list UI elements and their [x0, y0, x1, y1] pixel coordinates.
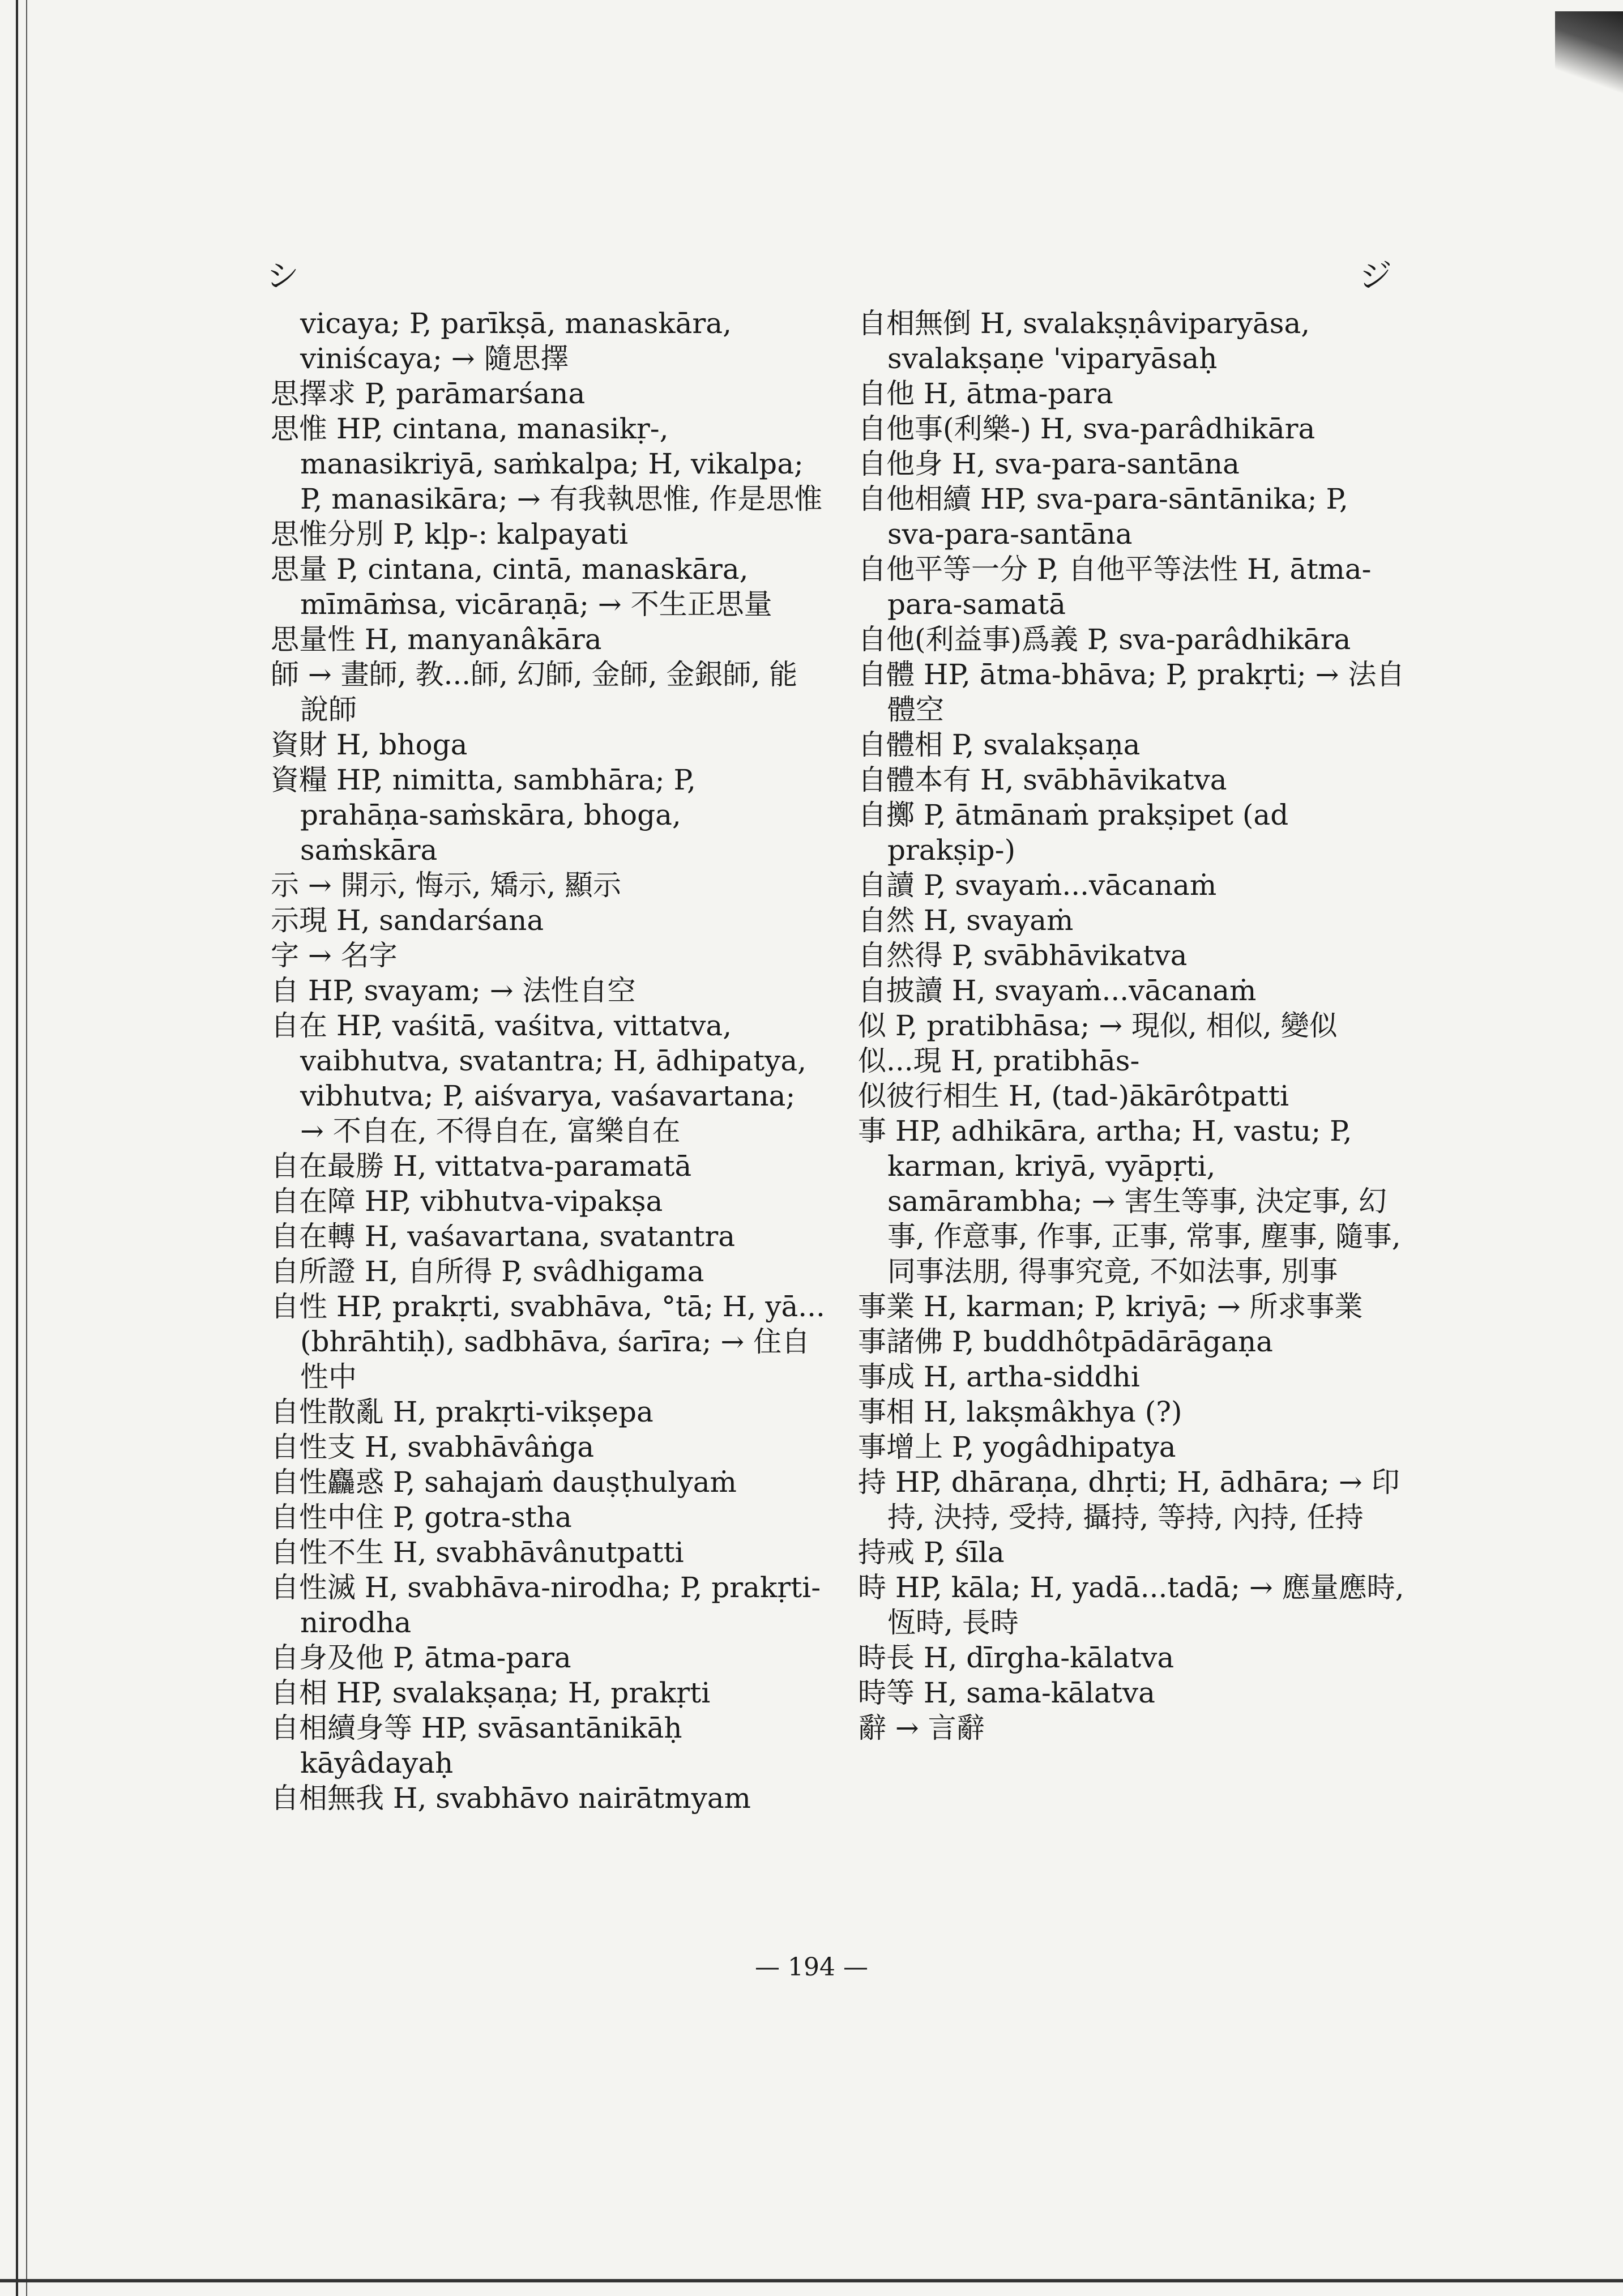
- dictionary-entry: 事諸佛 P, buddhôtpādārāgaṇa: [858, 1325, 1273, 1358]
- dictionary-entry: 自然 H, svayaṁ: [858, 904, 1074, 937]
- dictionary-entry: 思惟分別 P, kḷp-: kalpayati: [271, 518, 629, 550]
- header-kana-right: ジ: [1359, 257, 1393, 295]
- dictionary-entry: 自身及他 P, ātma-para: [271, 1641, 571, 1674]
- dictionary-entry: 事增上 P, yogâdhipatya: [858, 1431, 1176, 1463]
- dictionary-entry: 自性滅 H, svabhāva-nirodha; P, prakṛti-nirodha: [271, 1571, 821, 1639]
- dictionary-entry: 示 → 開示, 悔示, 矯示, 顯示: [271, 869, 622, 902]
- dictionary-entry: 自他身 H, sva-para-santāna: [858, 447, 1240, 480]
- left-column: [271, 306, 826, 1816]
- dictionary-entry: 自然得 P, svābhāvikatva: [858, 939, 1188, 972]
- dictionary-entry: 自披讀 H, svayaṁ...vācanaṁ: [858, 974, 1257, 1007]
- scan-edge-bottom: [0, 2279, 1623, 2282]
- scan-edge-left-inner: [26, 0, 27, 2296]
- dictionary-entry: 師 → 畫師, 教...師, 幻師, 金師, 金銀師, 能說師: [271, 658, 798, 726]
- dictionary-entry: 時 HP, kāla; H, yadā...tadā; → 應量應時, 恆時, 長時: [858, 1571, 1404, 1639]
- dictionary-entry: 似 P, pratibhāsa; → 現似, 相似, 變似: [858, 1009, 1338, 1042]
- right-column: [858, 306, 1413, 1746]
- dictionary-entry: vicaya; P, parīkṣā, manaskāra, viniścaya; → 隨思擇: [300, 307, 732, 375]
- dictionary-entry: 自性支 H, svabhāvâṅga: [271, 1431, 595, 1463]
- dictionary-entry: 自性不生 H, svabhāvânutpatti: [271, 1536, 684, 1569]
- dictionary-entry: 自性中住 P, gotra-stha: [271, 1501, 572, 1534]
- header-kana-left: シ: [266, 257, 300, 295]
- dictionary-entry: 自他相續 HP, sva-para-sāntānika; P, sva-para-santāna: [858, 483, 1348, 550]
- dictionary-entry: 資財 H, bhoga: [271, 728, 468, 761]
- dictionary-entry: 自在最勝 H, vittatva-paramatā: [271, 1150, 692, 1183]
- dictionary-entry: 自他(利益事)爲義 P, sva-parâdhikāra: [858, 623, 1351, 656]
- dictionary-entry: 持戒 P, śīla: [858, 1536, 1005, 1569]
- dictionary-entry: 自他 H, ātma-para: [858, 377, 1113, 410]
- scan-edge-left: [16, 0, 18, 2296]
- dictionary-entry: 自性 HP, prakṛti, svabhāva, °tā; H, yā...(bhrāhtiḥ), sadbhāva, śarīra; → 住自性中: [271, 1290, 825, 1393]
- dictionary-entry: 似...現 H, pratibhās-: [858, 1044, 1140, 1077]
- dictionary-entry: 思惟 HP, cintana, manasikṛ-, manasikriyā, saṁkalpa; H, vikalpa; P, manasikāra; → 有我執思惟, 作是思惟: [271, 412, 823, 515]
- dictionary-entry: 時長 H, dīrgha-kālatva: [858, 1641, 1174, 1674]
- dictionary-entry: 自他事(利樂-) H, sva-parâdhikāra: [858, 412, 1316, 445]
- dictionary-entry: 事成 H, artha-siddhi: [858, 1360, 1140, 1393]
- dictionary-entry: 似彼行相生 H, (tad-)ākārôtpatti: [858, 1079, 1289, 1112]
- dictionary-entry: 辭 → 言辭: [858, 1712, 985, 1744]
- dictionary-entry: 事業 H, karman; P, kriyā; → 所求事業: [858, 1290, 1363, 1323]
- dictionary-entry: 自擲 P, ātmānaṁ prakṣipet (ad prakṣip-): [858, 799, 1289, 867]
- dictionary-entry: 示現 H, sandarśana: [271, 904, 544, 937]
- dictionary-entry: 自體相 P, svalakṣaṇa: [858, 728, 1141, 761]
- dictionary-entry: 自 HP, svayam; → 法性自空: [271, 974, 636, 1007]
- dictionary-entry: 事相 H, lakṣmâkhya (?): [858, 1395, 1182, 1428]
- dictionary-entry: 自性麤惑 P, sahajaṁ dauṣṭhulyaṁ: [271, 1466, 737, 1499]
- dictionary-entry: 自在轉 H, vaśavartana, svatantra: [271, 1220, 736, 1253]
- dictionary-entry: 自相續身等 HP, svāsantānikāḥ kāyâdayaḥ: [271, 1712, 682, 1779]
- dictionary-entry: 自相無我 H, svabhāvo nairātmyam: [271, 1782, 751, 1815]
- dictionary-entry: 思量 P, cintana, cintā, manaskāra, mīmāṁsa, vicāraṇā; → 不生正思量: [271, 553, 772, 621]
- dictionary-entry: 資糧 HP, nimitta, sambhāra; P, prahāṇa-saṁskāra, bhoga, saṁskāra: [271, 763, 696, 867]
- dictionary-entry: 自在障 HP, vibhutva-vipakṣa: [271, 1185, 663, 1218]
- dictionary-entry: 事 HP, adhikāra, artha; H, vastu; P, karman, kriyā, vyāpṛti, samārambha; → 害生等事, 決定事, 幻事, 作意事, 作事, 正事, 常事, 塵事, 隨事, 同事法朋, 得事究竟, 不如法事, 別事: [858, 1115, 1401, 1288]
- dictionary-entry: 自體 HP, ātma-bhāva; P, prakṛti; → 法自體空: [858, 658, 1405, 726]
- dictionary-entry: 時等 H, sama-kālatva: [858, 1676, 1155, 1709]
- dictionary-entry: 思擇求 P, parāmarśana: [271, 377, 586, 410]
- page-number: — 194 —: [755, 1953, 868, 1982]
- dictionary-entry: 自相無倒 H, svalakṣṇâviparyāsa, svalakṣaṇe 'viparyāsaḥ: [858, 307, 1310, 375]
- dictionary-entry: 自他平等一分 P, 自他平等法性 H, ātma-para-samatā: [858, 553, 1372, 621]
- dictionary-entry: 自性散亂 H, prakṛti-vikṣepa: [271, 1395, 654, 1428]
- dictionary-entry: 自讀 P, svayaṁ...vācanaṁ: [858, 869, 1217, 902]
- scan-corner-shadow: [1555, 11, 1623, 125]
- dictionary-entry: 持 HP, dhāraṇa, dhṛti; H, ādhāra; → 印持, 決持, 受持, 攝持, 等持, 內持, 任持: [858, 1466, 1400, 1534]
- dictionary-entry: 自相 HP, svalakṣaṇa; H, prakṛti: [271, 1676, 711, 1709]
- dictionary-entry: 自所證 H, 自所得 P, svâdhigama: [271, 1255, 704, 1288]
- dictionary-entry: 思量性 H, manyanâkāra: [271, 623, 602, 656]
- dictionary-entry: 自在 HP, vaśitā, vaśitva, vittatva, vaibhutva, svatantra; H, ādhipatya, vibhutva; P, aiśvarya, vaśavartana; → 不自在, 不得自在, 富樂自在: [271, 1009, 807, 1147]
- dictionary-entry: 自體本有 H, svābhāvikatva: [858, 763, 1227, 796]
- dictionary-entry: 字 → 名字: [271, 939, 398, 972]
